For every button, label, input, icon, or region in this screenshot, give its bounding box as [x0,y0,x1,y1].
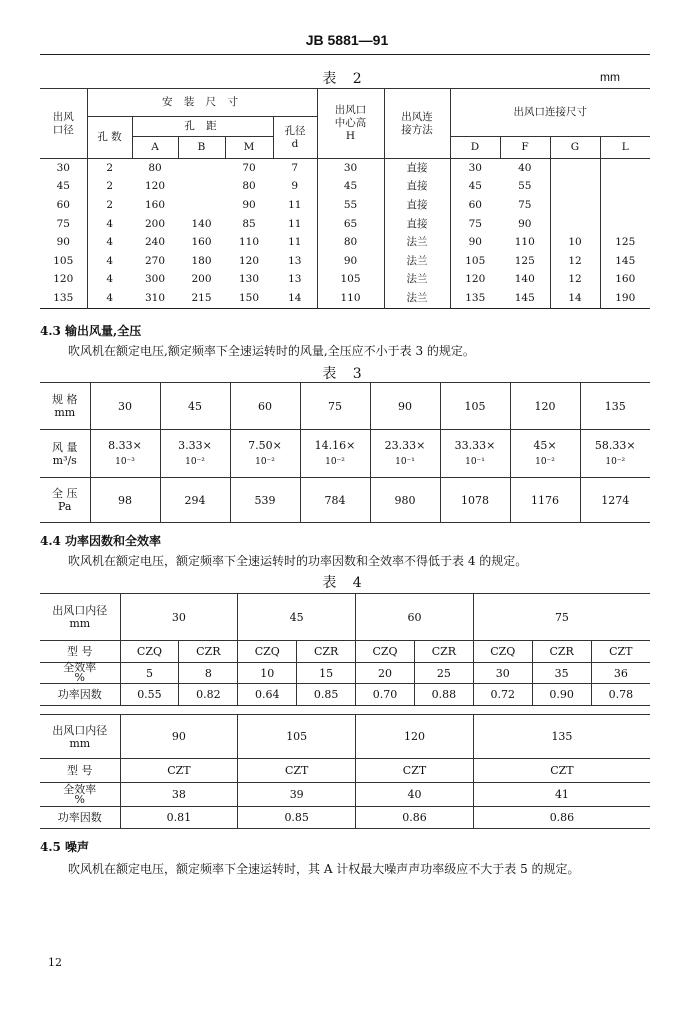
table-cell: 4 [106,291,114,304]
t3-flow [370,430,440,478]
t2-col-m: M [225,137,273,159]
flow-mantissa: 8.33× [108,438,142,452]
t2-head-method: 出风连接方法 [384,89,450,159]
t2-col-f: F [500,137,550,159]
t4b-model: CZT [238,759,356,783]
t3-pressure: 98 [90,478,160,523]
flow-exponent: 10⁻² [185,456,205,467]
table-cell: 40 [518,161,532,174]
table-cell: 直接 [384,215,450,234]
table4-bottom [40,714,650,829]
table-cell: 105 [450,252,500,271]
t3-spec: 60 [230,383,300,430]
table-cell: 85 [242,217,256,230]
table-cell: 65 [317,215,384,234]
t3-spec: 120 [510,383,580,430]
t4b-model: CZT [120,759,238,783]
flow-mantissa: 3.33× [178,438,212,452]
table-cell: 75 [518,198,532,211]
table-cell [600,196,650,215]
t3-spec: 75 [300,383,370,430]
table-cell: 215 [191,291,212,304]
t3-spec: 45 [160,383,230,430]
table-cell: 法兰 [384,289,450,308]
table-cell [600,215,650,234]
table-cell: 105 [317,271,384,290]
t4-model-label: 型 号 [40,641,120,663]
t4-model: CZR [179,641,238,663]
table-cell [550,215,600,234]
table-cell: 45 [40,178,87,197]
table-cell [550,196,600,215]
table-cell: 125 [600,233,650,252]
t3-flow [90,430,160,478]
table-cell: 60 [450,196,500,215]
t4-pf: 0.90 [532,684,591,706]
table-cell: 法兰 [384,271,450,290]
t4-dia: 30 [120,594,238,641]
table-cell [178,178,225,197]
table-cell: 11 [273,215,317,234]
table-cell: 11 [273,233,317,252]
table-row [40,271,650,290]
standard-code: JB 5881—91 [305,32,389,48]
t3-spec-label: 规 格 mm [40,383,90,430]
table-cell: 200 [191,273,212,286]
table-cell: 120 [238,254,260,267]
t4-eff-label: 全效率 % [40,663,120,684]
t4-eff: 25 [414,663,473,684]
t4-model: CZQ [473,641,532,663]
t2-head-pitch: 孔 距 [132,117,273,137]
header-rule [40,54,650,55]
table-cell: 11 [273,196,317,215]
t4b-model: CZT [473,759,650,783]
table-cell: 直接 [384,196,450,215]
table4-top [40,593,650,706]
flow-mantissa: 7.50× [248,438,282,452]
table-cell: 直接 [384,178,450,197]
t4-model: CZQ [238,641,297,663]
table-cell: 7 [273,159,317,178]
flow-exponent: 10⁻² [325,456,345,467]
t4-model: CZT [591,641,650,663]
table-cell: 75 [40,215,87,234]
t4-dia-label: 出风口内径 mm [40,594,120,641]
table-cell: 70 [242,161,256,174]
t4b-dia: 90 [120,715,238,759]
table-cell: 160 [600,271,650,290]
table4-caption: 表 4 [322,575,368,591]
table-cell: 12 [550,271,600,290]
t3-pressure: 784 [300,478,370,523]
table-cell: 150 [238,291,260,304]
table-cell: 270 [144,254,166,267]
t4-pf: 0.82 [179,684,238,706]
table-cell: 80 [242,180,256,193]
t4-pf: 0.88 [414,684,473,706]
table-cell: 120 [450,271,500,290]
table-cell: 4 [106,217,114,230]
table-cell: 90 [317,252,384,271]
table3 [40,382,650,523]
t3-pressure: 1274 [580,478,650,523]
t4-pf: 0.72 [473,684,532,706]
flow-mantissa: 45× [533,438,557,452]
table-cell: 55 [317,196,384,215]
t4b-eff-label: 全效率 % [40,783,120,807]
t3-spec: 105 [440,383,510,430]
table-cell: 90 [242,198,256,211]
t3-press-label: 全 压 Pa [40,478,90,523]
t3-flow [160,430,230,478]
table-cell: 法兰 [384,233,450,252]
table-cell: 4 [106,236,114,249]
t2-head-outlet: 出风口径 [40,89,87,159]
t4b-model: CZT [356,759,474,783]
table-cell: 190 [600,289,650,308]
t4-eff: 8 [179,663,238,684]
table-cell: 310 [144,291,166,304]
t3-flow [300,430,370,478]
t2-head-conn: 出风口连接尺寸 [450,89,650,137]
table-cell: 45 [317,178,384,197]
table-cell: 140 [191,217,212,230]
page-number: 12 [48,956,62,969]
t4b-dia-label: 出风口内径 mm [40,715,120,759]
t4b-eff: 38 [120,783,238,807]
t4-dia: 75 [473,594,650,641]
t3-flow [230,430,300,478]
flow-mantissa: 33.33× [454,438,496,452]
t3-pressure: 1176 [510,478,580,523]
table-cell [600,159,650,178]
t3-flow [510,430,580,478]
t2-head-install: 安 装 尺 寸 [87,89,317,117]
t3-spec: 30 [90,383,160,430]
table-cell: 30 [40,159,87,178]
table-cell: 120 [144,180,166,193]
table-cell [550,178,600,197]
table-cell: 105 [40,252,87,271]
table-cell: 110 [514,236,535,249]
table-cell [600,178,650,197]
t4-model: CZQ [120,641,179,663]
t4b-model-label: 型 号 [40,759,120,783]
t2-col-a: A [132,137,178,159]
section-4-5-body: 吹风机在额定电压，额定频率下全速运转时，其 A 计权最大噪声声功率级应不大于表 5 的规定。 [68,862,580,876]
t4-eff: 20 [356,663,415,684]
table-cell: 90 [450,233,500,252]
t4-pf: 0.85 [297,684,356,706]
t4-eff: 5 [120,663,179,684]
table-row [40,289,650,308]
t4-pf: 0.78 [591,684,650,706]
table-cell: 160 [191,236,212,249]
t4-pf: 0.70 [356,684,415,706]
t4-model: CZR [414,641,473,663]
t2-col-g: G [550,137,600,159]
table-cell: 60 [40,196,87,215]
table-cell [178,196,225,215]
table-cell: 30 [317,159,384,178]
table-cell: 240 [144,236,166,249]
table-cell: 130 [238,273,260,286]
flow-exponent: 10⁻¹ [395,456,415,467]
t4-dia: 45 [238,594,356,641]
table-cell: 2 [106,161,114,174]
t4-model: CZR [297,641,356,663]
flow-exponent: 10⁻¹ [465,456,485,467]
table-cell: 30 [450,159,500,178]
t2-col-d: D [450,137,500,159]
section-4-3-title: 4.3 输出风量,全压 [40,324,142,338]
t4b-pf: 0.85 [238,807,356,829]
t4-pf: 0.55 [120,684,179,706]
t4b-eff: 40 [356,783,474,807]
table-cell: 75 [450,215,500,234]
table-row [40,252,650,271]
t4-eff: 30 [473,663,532,684]
table-cell: 120 [40,271,87,290]
flow-mantissa: 23.33× [384,438,426,452]
flow-exponent: 10⁻² [535,456,555,467]
t3-flow [580,430,650,478]
table-cell: 13 [273,252,317,271]
flow-mantissa: 58.33× [594,438,636,452]
t3-pressure: 294 [160,478,230,523]
table-cell [178,159,225,178]
t3-pressure: 980 [370,478,440,523]
table-cell: 300 [144,273,166,286]
table-cell: 180 [191,254,212,267]
table-cell: 135 [40,289,87,308]
table-cell: 直接 [384,159,450,178]
table-cell: 90 [518,217,532,230]
table2-caption: 表 2 [322,71,368,87]
t3-flow-label: 风 量 m³/s [40,430,90,478]
table-cell: 4 [106,254,114,267]
t4-eff: 36 [591,663,650,684]
t4-model: CZQ [356,641,415,663]
table-cell: 10 [550,233,600,252]
table-cell: 110 [238,236,260,249]
table-cell: 140 [514,273,535,286]
table3-caption: 表 3 [322,366,368,382]
t4b-dia: 105 [238,715,356,759]
table-cell: 90 [40,233,87,252]
t4-dia: 60 [356,594,474,641]
table-cell: 145 [600,252,650,271]
table-cell: 12 [550,252,600,271]
table-cell: 45 [450,178,500,197]
flow-exponent: 10⁻³ [115,456,135,467]
section-4-4-title: 4.4 功率因数和全效率 [40,534,162,548]
t2-head-center: 出风口中心高 H [317,89,384,159]
table-cell: 法兰 [384,252,450,271]
section-4-3-body: 吹风机在额定电压,额定频率下全速运转时的风量,全压应不小于表 3 的规定。 [68,344,475,358]
t4b-pf: 0.86 [356,807,474,829]
table-row [40,178,650,197]
t4b-eff: 39 [238,783,356,807]
t3-flow [440,430,510,478]
table-cell: 80 [148,161,162,174]
t2-head-holes: 孔 数 [87,117,132,159]
t3-pressure: 1078 [440,478,510,523]
table-row [40,215,650,234]
flow-exponent: 10⁻² [255,456,275,467]
t4b-pf-label: 功率因数 [40,807,120,829]
section-4-4-body: 吹风机在额定电压，额定频率下全速运转时的功率因数和全效率不得低于表 4 的规定。 [68,554,528,568]
t4b-pf: 0.86 [473,807,650,829]
table-cell: 14 [273,289,317,308]
table-cell: 2 [106,180,114,193]
t2-head-dia: 孔径 d [273,117,317,159]
table-cell: 55 [518,180,532,193]
flow-mantissa: 14.16× [314,438,356,452]
t4b-dia: 120 [356,715,474,759]
table-row [40,233,650,252]
t4b-dia: 135 [473,715,650,759]
flow-exponent: 10⁻² [605,456,626,467]
t3-spec: 90 [370,383,440,430]
section-4-5-title: 4.5 噪声 [40,840,90,854]
t4-eff: 15 [297,663,356,684]
table-row [40,159,650,178]
table-cell: 200 [144,217,166,230]
t2-col-l: L [600,137,650,159]
t3-pressure: 539 [230,478,300,523]
t4-model: CZR [532,641,591,663]
t4-pf-label: 功率因数 [40,684,120,706]
table-row [40,196,650,215]
t4b-pf: 0.81 [120,807,238,829]
table-cell: 110 [317,289,384,308]
t2-col-b: B [178,137,225,159]
table2 [40,88,650,309]
table-cell: 145 [514,291,535,304]
table-cell: 4 [106,273,114,286]
t4b-eff: 41 [473,783,650,807]
table-cell: 135 [450,289,500,308]
table-cell: 160 [144,198,166,211]
table-cell [550,159,600,178]
t4-pf: 0.64 [238,684,297,706]
table-cell: 14 [550,289,600,308]
table-cell: 80 [317,233,384,252]
table-cell: 2 [106,198,114,211]
t4-eff: 10 [238,663,297,684]
table-cell: 9 [273,178,317,197]
table-cell: 13 [273,271,317,290]
t4-eff: 35 [532,663,591,684]
t3-spec: 135 [580,383,650,430]
table-cell: 125 [514,254,535,267]
table2-unit: mm [600,70,620,84]
